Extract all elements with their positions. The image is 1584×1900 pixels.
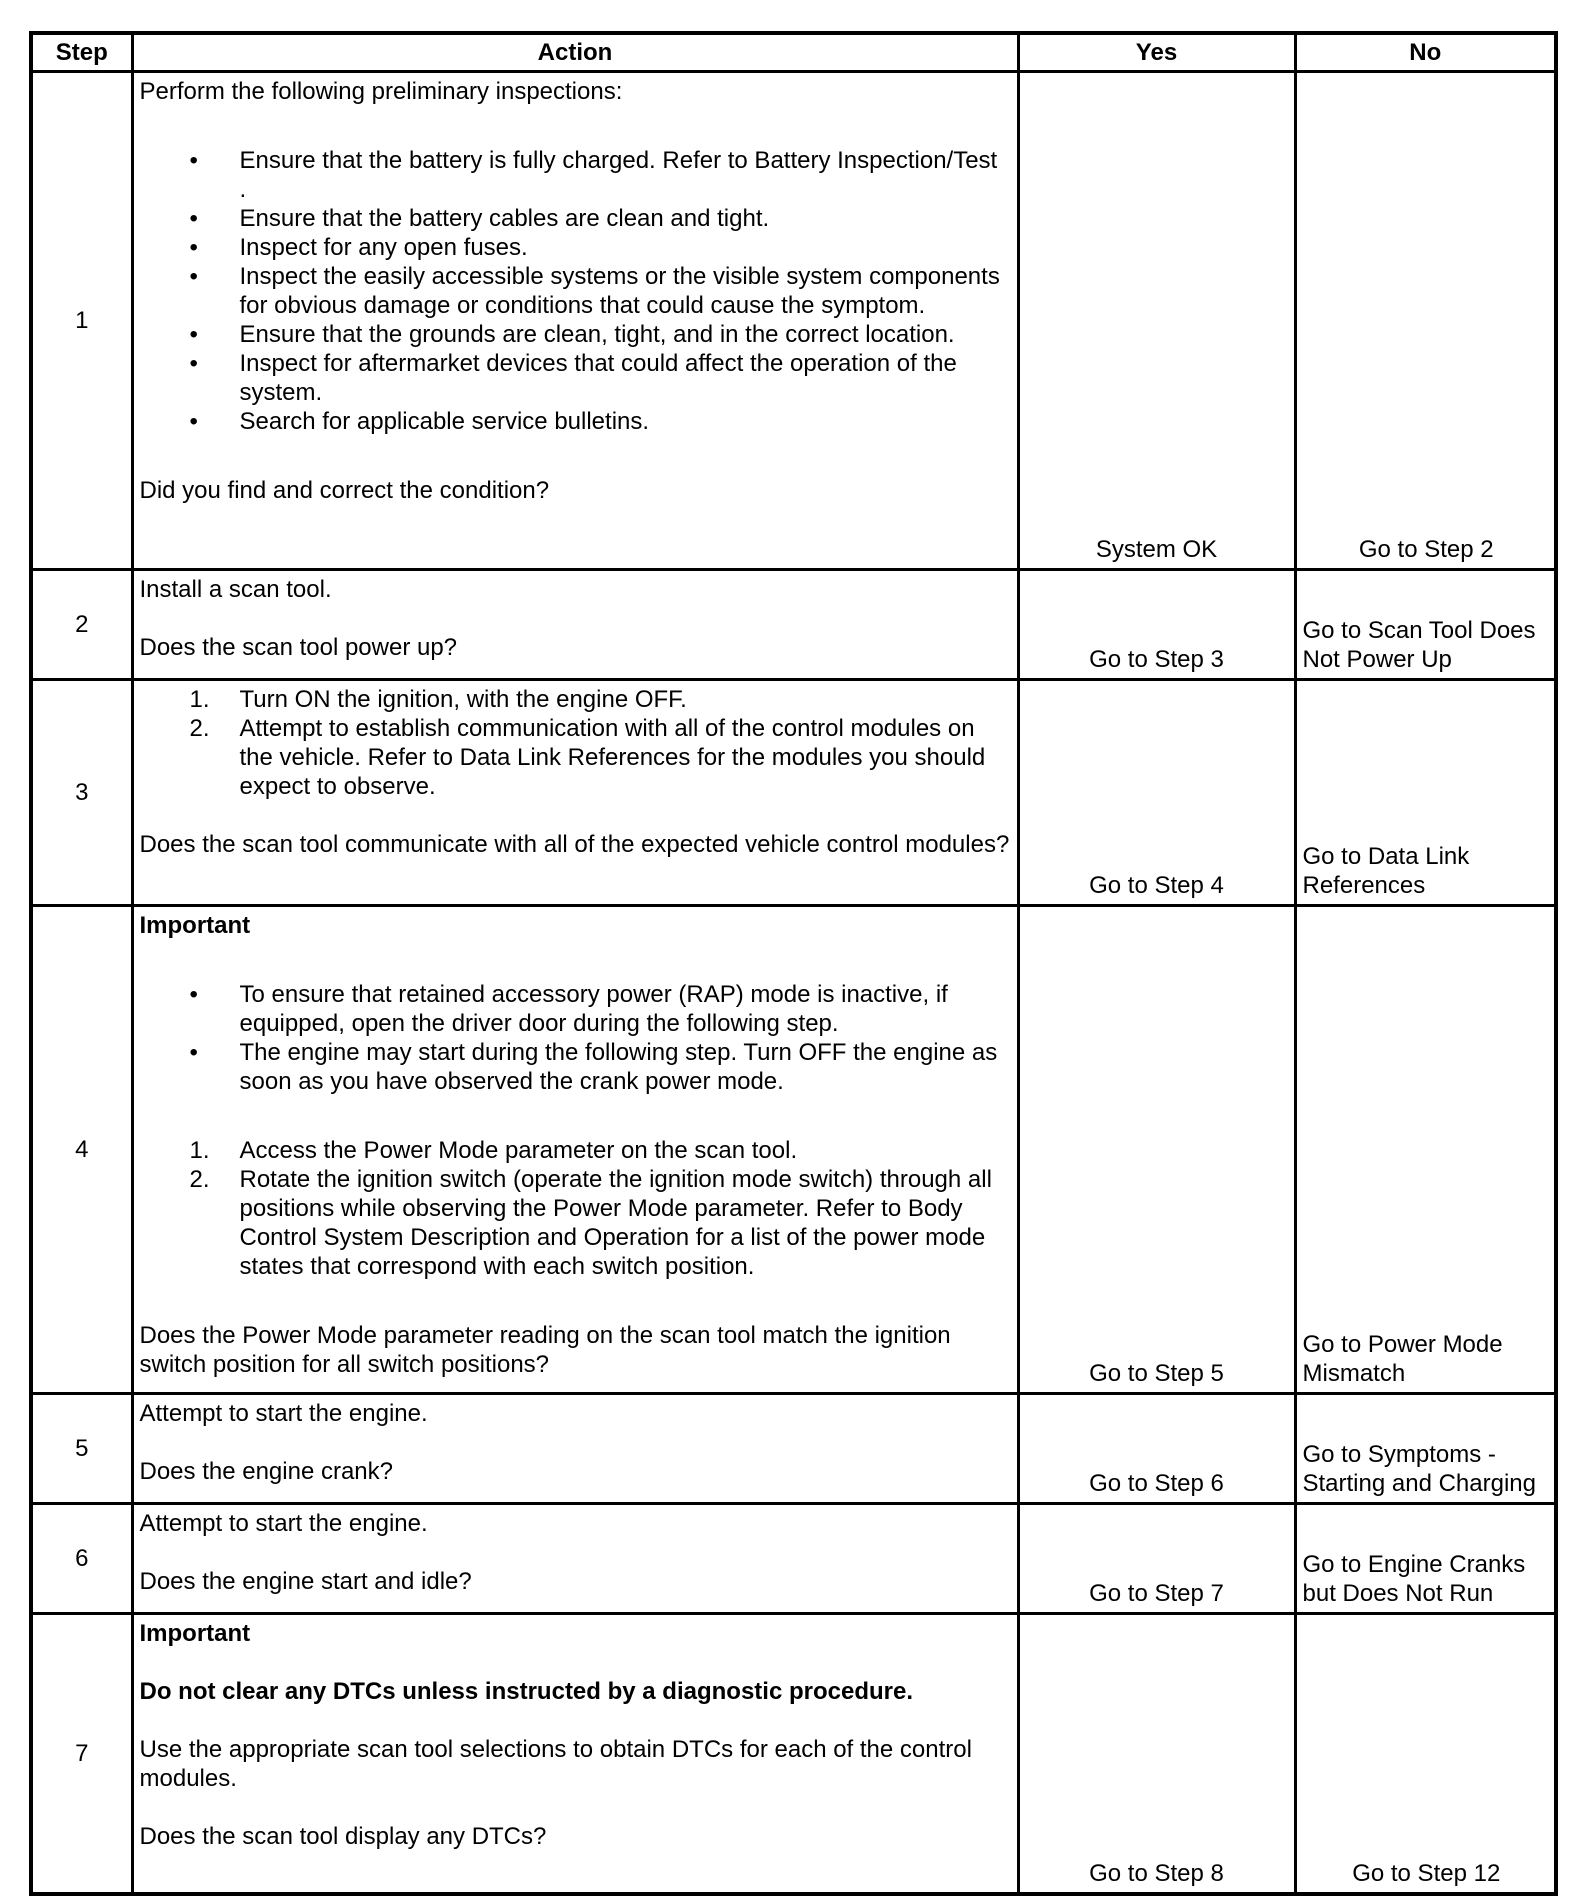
- numbered-list: [140, 1136, 1011, 1281]
- step-number: 3: [31, 680, 132, 906]
- important-label: Important: [139, 1620, 251, 1647]
- table-row-step-5: [31, 1394, 1556, 1504]
- yes-cell: Go to Step 6: [1018, 1394, 1295, 1504]
- list-item: • The engine may start during the following step. Turn OFF the engine as soon as you have observed the crank power mode.: [189, 1039, 998, 1095]
- yes-cell: System OK: [1018, 72, 1295, 570]
- list-item: • Ensure that the battery cables are clean and tight.: [189, 205, 770, 232]
- list-item: 2. Rotate the ignition switch (operate the ignition mode switch) through all positions while observing the Power Mode parameter. Refer to Body Control System Description and Operation for a list of the power mode states that correspond with each switch position.: [189, 1166, 992, 1280]
- step-number: 1: [31, 72, 132, 570]
- warning-text: Do not clear any DTCs unless instructed by a diagnostic procedure.: [139, 1678, 914, 1705]
- table-row-step-4: [31, 906, 1556, 1394]
- action-cell: [132, 1394, 1018, 1504]
- action-question: Does the scan tool power up?: [139, 634, 458, 661]
- action-cell: [132, 680, 1018, 906]
- yes-cell: Go to Step 8: [1018, 1614, 1295, 1894]
- action-question: Does the scan tool display any DTCs?: [139, 1823, 547, 1850]
- numbered-list: [140, 685, 1011, 801]
- table-row-step-7: [31, 1614, 1556, 1894]
- list-item: 2. Attempt to establish communication with all of the control modules on the vehicle. Refer to Data Link References for the modules you should expect to observe.: [189, 715, 986, 800]
- yes-cell: Go to Step 3: [1018, 570, 1295, 680]
- list-item: • Inspect the easily accessible systems or the visible system components for obvious damage or conditions that could cause the symptom.: [189, 263, 1000, 319]
- header-yes: Yes: [1018, 33, 1295, 72]
- action-cell: [132, 906, 1018, 1394]
- header-no: No: [1295, 33, 1556, 72]
- action-question: Did you find and correct the condition?: [139, 477, 550, 504]
- step-number: 5: [31, 1394, 132, 1504]
- header-row: [31, 33, 1556, 72]
- yes-cell: Go to Step 7: [1018, 1504, 1295, 1614]
- step-number: 4: [31, 906, 132, 1394]
- list-item: • Search for applicable service bulletins.: [189, 408, 650, 435]
- no-cell: Go to Data Link References: [1295, 680, 1556, 906]
- list-item: • To ensure that retained accessory power (RAP) mode is inactive, if equipped, open the driver door during the following step.: [189, 981, 948, 1037]
- table-row-step-2: [31, 570, 1556, 680]
- bullet-list: [140, 980, 1011, 1096]
- action-cell: [132, 570, 1018, 680]
- list-item: 1. Access the Power Mode parameter on the scan tool.: [189, 1137, 798, 1164]
- action-cell: [132, 1614, 1018, 1894]
- action-intro: Perform the following preliminary inspections:: [139, 78, 623, 105]
- action-intro: Install a scan tool.: [139, 576, 332, 603]
- step-number: 2: [31, 570, 132, 680]
- no-cell: Go to Engine Cranks but Does Not Run: [1295, 1504, 1556, 1614]
- action-question: Does the scan tool communicate with all of the expected vehicle control modules?: [139, 831, 1010, 858]
- table-row-step-3: [31, 680, 1556, 906]
- action-cell: [132, 1504, 1018, 1614]
- list-item: • Ensure that the battery is fully charged. Refer to Battery Inspection/Test .: [189, 147, 998, 203]
- action-question: Does the engine start and idle?: [139, 1568, 472, 1595]
- diagnostic-table: [29, 31, 1558, 1896]
- list-item: • Inspect for aftermarket devices that could affect the operation of the system.: [189, 350, 957, 406]
- action-question: Does the engine crank?: [139, 1458, 393, 1485]
- no-cell: Go to Step 12: [1295, 1614, 1556, 1894]
- action-cell: [132, 72, 1018, 570]
- step-number: 6: [31, 1504, 132, 1614]
- important-label: Important: [139, 912, 251, 939]
- list-item: • Inspect for any open fuses.: [189, 234, 528, 261]
- instruction-text: Use the appropriate scan tool selections to obtain DTCs for each of the control modules.: [139, 1736, 972, 1792]
- table-row-step-6: [31, 1504, 1556, 1614]
- table-row-step-1: [31, 72, 1556, 570]
- action-intro: Attempt to start the engine.: [139, 1510, 428, 1537]
- no-cell: Go to Power Mode Mismatch: [1295, 906, 1556, 1394]
- header-action: Action: [132, 33, 1018, 72]
- list-item: 1. Turn ON the ignition, with the engine OFF.: [189, 686, 687, 713]
- action-question: Does the Power Mode parameter reading on the scan tool match the ignition switch position for all switch positions?: [139, 1322, 951, 1378]
- yes-cell: Go to Step 4: [1018, 680, 1295, 906]
- header-step: Step: [31, 33, 132, 72]
- step-number: 7: [31, 1614, 132, 1894]
- no-cell: Go to Step 2: [1295, 72, 1556, 570]
- action-intro: Attempt to start the engine.: [139, 1400, 428, 1427]
- bullet-list: [140, 146, 1011, 436]
- list-item: • Ensure that the grounds are clean, tight, and in the correct location.: [189, 321, 955, 348]
- no-cell: Go to Symptoms - Starting and Charging: [1295, 1394, 1556, 1504]
- yes-cell: Go to Step 5: [1018, 906, 1295, 1394]
- no-cell: Go to Scan Tool Does Not Power Up: [1295, 570, 1556, 680]
